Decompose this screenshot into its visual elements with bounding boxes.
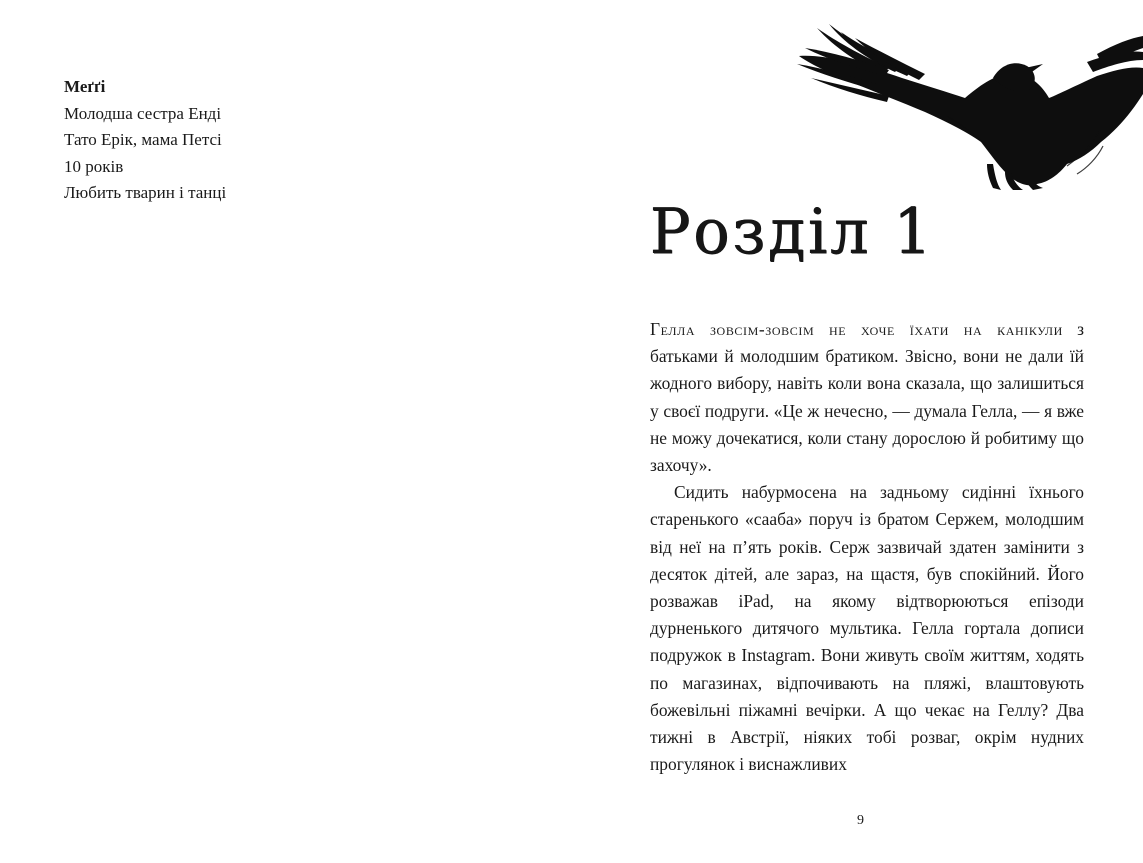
- paragraph-lead-in: Гелла зовсім-зовсім не хоче їхати на канікули: [650, 319, 1063, 339]
- character-profile: [64, 74, 226, 207]
- profile-line-hobbies: Любить тварин і танці: [64, 183, 227, 202]
- chapter-body: [650, 316, 1084, 778]
- left-page: [0, 0, 571, 863]
- crow-illustration: [797, 24, 1143, 190]
- profile-line-age: 10 років: [64, 156, 124, 176]
- right-page: [572, 0, 1143, 863]
- chapter-title: Розділ 1: [650, 195, 935, 269]
- paragraph: Сидить набурмосена на задньому сидінні їхнього старенького «сааба» поруч із братом Сержем, молодшим від неї на п’ять років. Серж зазвичай здатен замінити з десяток дітей, але зараз, на щастя, був спокійний. Його розважав iPad, на якому відтворюються епізоди дурненького дитячого мультика. Гелла гортала дописи подружок в Instagram. Вони живуть своїм життям, ходять по магазинах, відпочивають на пляжі, влаштовують божевільні піжамні вечірки. А що чекає на Геллу? Два тижні в Австрії, ніяких тобі розваг, окрім нудних прогулянок і виснажливих: [650, 482, 1084, 775]
- profile-line-parents: Тато Ерік, мама Петсі: [64, 130, 222, 149]
- profile-line-relation: Молодша сестра Енді: [64, 103, 222, 123]
- character-name: Меґґі: [64, 77, 106, 96]
- paragraph-text: з батьками й молодшим братиком. Звісно, вони не дали їй жодного вибору, навіть коли вона сказала, що залишиться у своєї подруги. «Це ж нечесно, — думала Гелла, — я вже не можу дочекатися, коли стану дорослою й робитиму що захочу».: [650, 319, 1085, 476]
- page-number: 9: [857, 813, 864, 828]
- paragraph: [650, 316, 1084, 479]
